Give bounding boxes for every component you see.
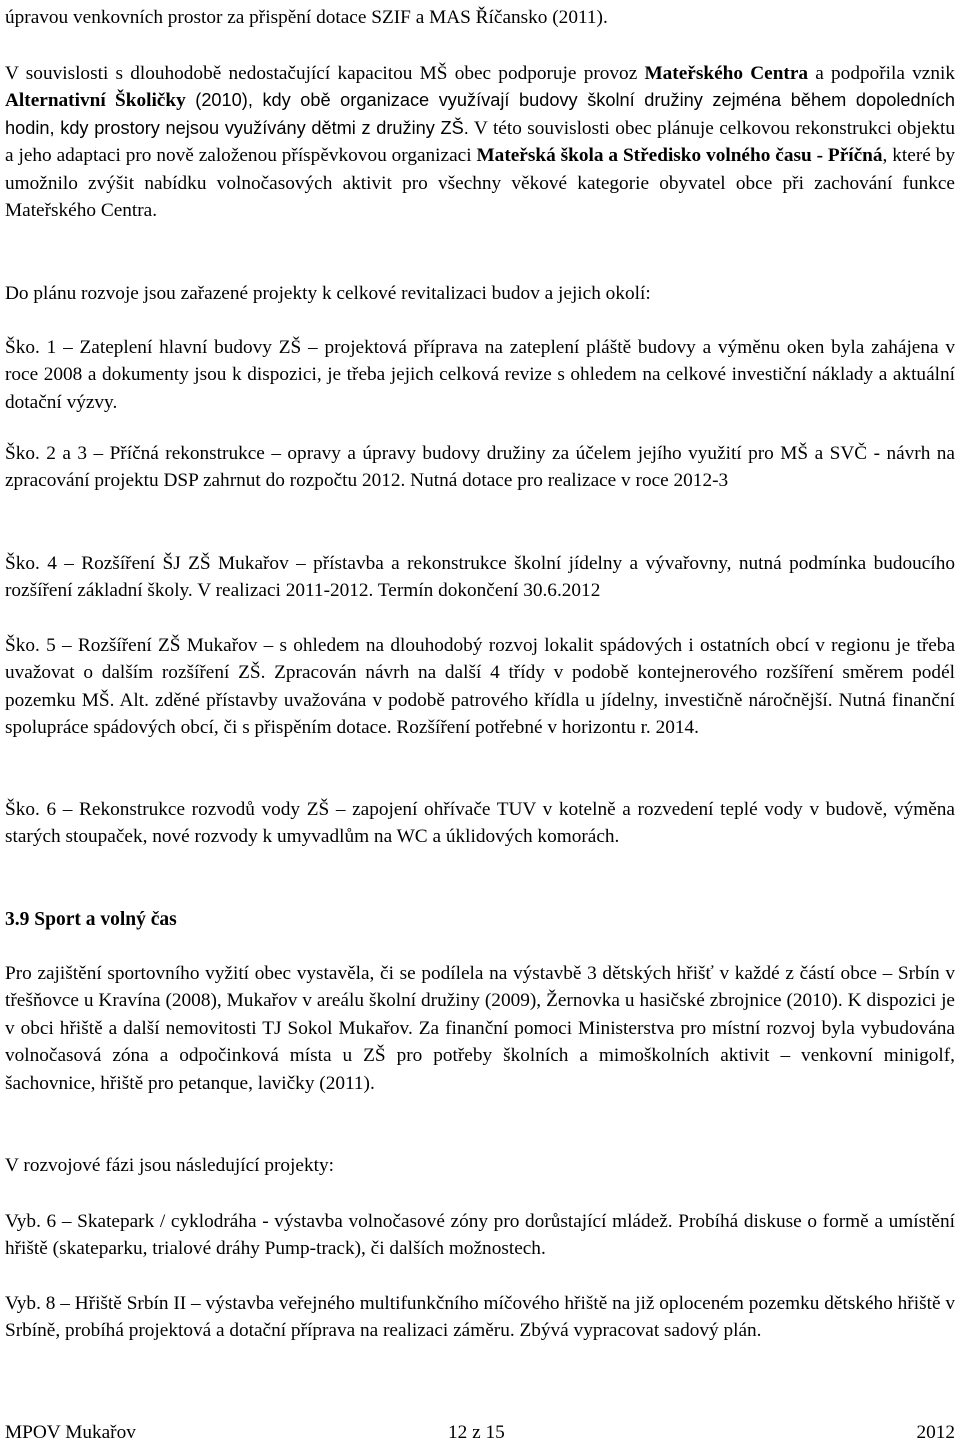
intro-line-text: úpravou venkovních prostor za přispění dotace SZIF a MAS Říčansko (2011). (5, 7, 608, 28)
project-sko-6: Ško. 6 – Rekonstrukce rozvodů vody ZŠ – zapojení ohřívače TUV v kotelně a rozvedení teplé vody v budově, výměna starých stoupaček, nové rozvody k umyvadlům na WC a úklidových komorách. (5, 799, 955, 848)
project-sko-4: Ško. 4 – Rozšíření ŠJ ZŠ Mukařov – přístavba a rekonstrukce školní jídelny a vývařovny, nutná podmínka budoucího rozšíření základní školy. V realizaci 2011-2012. Termín dokončení 30.6.2012 (5, 553, 955, 602)
project-sko-2-3: Ško. 2 a 3 – Příčná rekonstrukce – opravy a úpravy budovy družiny za účelem jejího využití pro MŠ a SVČ - návrh na zpracování projektu DSP zahrnut do rozpočtu 2012. Nutná dotace pro realizace v roce 2012-3 (5, 443, 955, 492)
page-footer (5, 1420, 955, 1446)
intro-paragraph-1 (5, 60, 955, 224)
sport-paragraph-1: Pro zajištění sportovního vyžití obec vystavěla, či se podílela na výstavbě 3 dětských hřišť v každé z částí obce – Srbín v třešňovce u Kravína (2008), Mukařov v areálu školní družiny (2009), Žernovka u hasičské zbrojnice (2010). K dispozici je v obci hřiště a další nemovitosti TJ Sokol Mukařov. Za finanční pomoci Ministerstva pro místní rozvoj byla vybudována volnočasová zóna a odpočinková místa u ZŠ pro potřeby školních a mimoškolních aktivit – venkovní minigolf, šachovnice, hřiště pro petanque, lavičky (2011). (5, 963, 955, 1094)
intro-p1-text-h: , které by umožnilo zvýšit nabídku volnočasových aktivit pro všechny věkové kategorie obyvatel obce při zachování funkce Mateřského Centra. (5, 145, 955, 222)
footer-year: 2012 (916, 1422, 955, 1443)
intro-p1-bold-as: Alternativní Školičky (5, 90, 186, 112)
intro-paragraph-2 (5, 280, 955, 307)
project-vyb-6: Vyb. 6 – Skatepark / cyklodráha - výstavba volnočasové zóny pro dorůstající mládež. Probíhá diskuse o formě a umístění hřiště (skateparku, trialové dráhy Pump-track), či dalších možnostech. (5, 1211, 955, 1260)
project-vyb-8: Vyb. 8 – Hřiště Srbín II – výstavba veřejného multifunkčního míčového hřiště na již oploceném pozemku dětského hřiště v Srbíně, probíhá projektová a dotační příprava na realizaci záměru. Zbývá vypracovat sadový plán. (5, 1293, 955, 1342)
footer-title: MPOV Mukařov (5, 1422, 136, 1443)
project-sko-1: Ško. 1 – Zateplení hlavní budovy ZŠ – projektová příprava na zateplení pláště budovy a výměnu oken byla zahájena v roce 2008 a dokumenty jsou k dispozici, je třeba jejich celková revize s ohledem na celkové investiční náklady a aktuální dotační výzvy. (5, 337, 955, 413)
intro-p1-text-e: (2010), kdy obě organizace využívají budovy školní družiny zejména během dopoledních hodin, kdy prostory nejsou využívány dětmi z družiny ZŠ. (5, 90, 955, 138)
intro-p2-text: Do plánu rozvoje jsou zařazené projekty k celkové revitalizaci budov a jejich okolí: (5, 283, 651, 304)
intro-p1-text-c: a podpořila vznik (808, 63, 955, 84)
intro-p1-text-a: V souvislosti s dlouhodobě nedostačující kapacitou MŠ obec podporuje provoz (5, 63, 645, 84)
intro-p1-bold-mc: Mateřského Centra (644, 63, 809, 84)
intro-p1-bold-org: Mateřská škola a Středisko volného času - Příčná (476, 145, 883, 167)
project-sko-5: Ško. 5 – Rozšíření ZŠ Mukařov – s ohledem na dlouhodobý rozvoj lokalit spádových i ostatních obcí v regionu je třeba uvažovat o dalším rozšíření ZŠ. Zpracován návrh na další 4 třídy v podobě kontejnerového rozšíření směrem podél pozemku MŠ. Alt. zděné přístavby uvažována v podobě patrového křídla u jídelny, investičně náročnější. Nutná finanční spolupráce spádových obcí, či s přispěním dotace. Rozšíření potřebné v horizontu r. 2014. (5, 635, 955, 739)
section-heading-sport: 3.9 Sport a volný čas (5, 909, 177, 930)
intro-line (5, 4, 955, 31)
footer-page-number: 12 z 15 (448, 1422, 505, 1443)
sport-paragraph-2: V rozvojové fázi jsou následující projekty: (5, 1155, 334, 1176)
intro-p1-text-f: V této souvislosti obec plánuje celkovou rekonstrukci objektu a jeho adaptaci pro nově založenou příspěvkovou organizaci (5, 117, 955, 167)
